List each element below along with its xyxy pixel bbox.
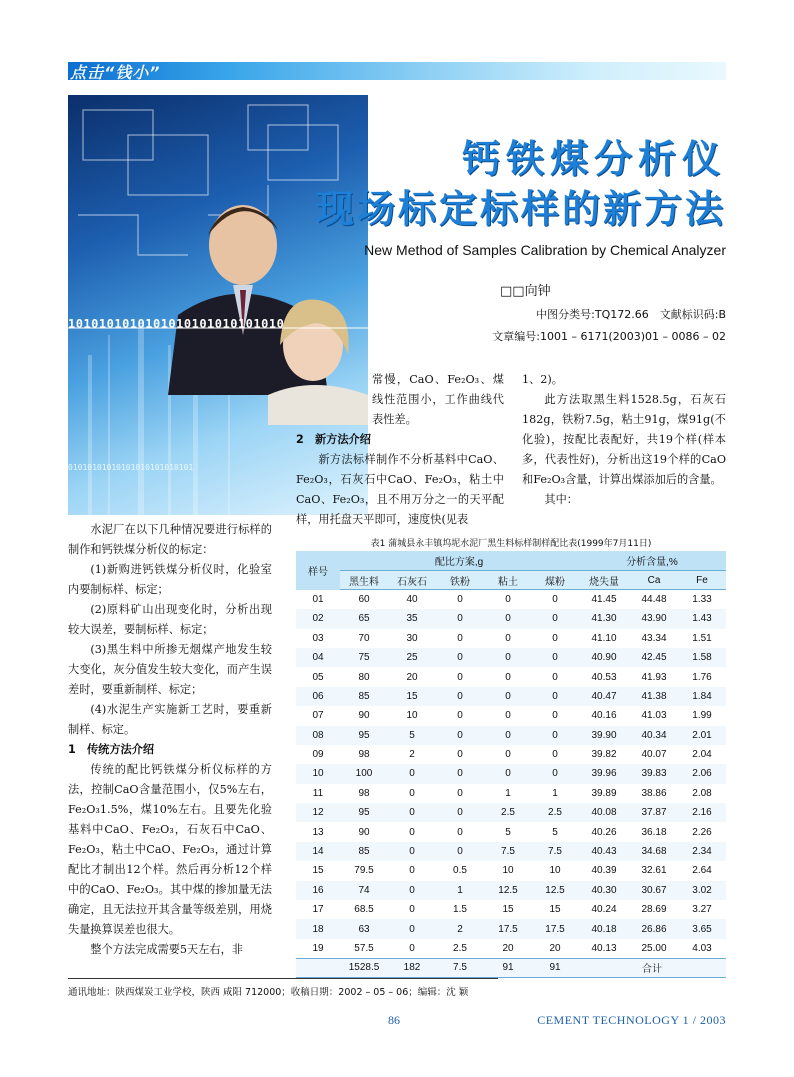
col-header: 黑生料 (340, 570, 388, 589)
table-cell: 10 (549, 865, 561, 877)
footnote: 通讯地址：陕西煤炭工业学校，陕西 咸阳 712000；收稿日期：2002 – 05 – 06；编辑：沈 颖 (68, 987, 469, 998)
col-header: 煤粉 (532, 570, 578, 589)
table-cell: 43.34 (641, 632, 667, 644)
table-cell: 0 (457, 749, 463, 761)
right-paragraph-1: 1、2)。 (522, 373, 563, 386)
table-cell: 85 (340, 687, 388, 706)
table-cell: 98 (358, 787, 370, 799)
table-cell: 0 (409, 826, 415, 838)
col-header: 铁粉 (436, 570, 484, 589)
title-line-2: 现场标定标样的新方法 (315, 187, 726, 231)
table-total-cell: 182 (388, 958, 436, 977)
table-row (296, 842, 726, 861)
table-cell: 0 (484, 764, 532, 783)
table-cell: 0 (552, 671, 558, 683)
table-cell: 10 (502, 865, 514, 877)
table-cell: 40.08 (578, 803, 630, 822)
table-row (296, 861, 726, 880)
table-cell: 17.5 (484, 919, 532, 938)
table-cell: 13 (312, 826, 324, 838)
table-cell: 0 (457, 826, 463, 838)
table-cell: 39.83 (630, 764, 678, 783)
table-cell: 40.18 (578, 919, 630, 938)
table-cell: 7.5 (532, 842, 578, 861)
table-cell: 15 (312, 865, 324, 877)
table-cell: 3.27 (692, 904, 712, 916)
table-cell: 0 (409, 787, 415, 799)
table-cell: 0 (532, 764, 578, 783)
right-column (522, 370, 726, 510)
table-cell: 38.86 (641, 787, 667, 799)
table-cell: 40 (406, 594, 418, 606)
table-cell: 0 (436, 687, 484, 706)
table-cell: 40.43 (578, 842, 630, 861)
table-cell: 95 (340, 726, 388, 745)
table-cell: 80 (358, 671, 370, 683)
table-cell: 2.08 (692, 787, 712, 799)
table-cell: 10 (406, 710, 418, 722)
table-cell: 0 (388, 764, 436, 783)
table-cell: 32.61 (641, 865, 667, 877)
table-cell: 01 (312, 593, 324, 605)
header-ratio-group: 配比方案,g (340, 551, 578, 570)
table-row (296, 803, 726, 822)
table-cell: 41.45 (591, 594, 617, 606)
table-cell: 39.96 (578, 764, 630, 783)
col-header: Fe (678, 570, 726, 589)
section-2-heading: 2 新方法介绍 (296, 433, 371, 446)
table-cell: 0 (409, 942, 415, 954)
table-cell: 74 (340, 881, 388, 900)
table-cell: 57.5 (354, 942, 374, 954)
table-cell: 85 (340, 842, 388, 861)
section-1-paragraph-2: 整个方法完成需要5天左右，非 (90, 943, 243, 956)
table-cell: 0 (457, 710, 463, 722)
table-cell: 41.30 (578, 609, 630, 628)
table-cell: 06 (296, 687, 340, 706)
table-total-cell: 91 (484, 958, 532, 977)
table-cell: 39.90 (578, 726, 630, 745)
table-cell: 2.16 (678, 803, 726, 822)
table-cell: 0 (388, 881, 436, 900)
table-cell: 5 (552, 826, 558, 838)
table-cell: 0 (409, 904, 415, 916)
table-cell: 1 (505, 787, 511, 799)
table-cell: 0 (484, 687, 532, 706)
table-cell: 15 (549, 904, 561, 916)
table-cell: 0 (505, 594, 511, 606)
table-total-cell: 7.5 (436, 958, 484, 977)
table-cell: 40.07 (641, 749, 667, 761)
table-cell: 0 (552, 710, 558, 722)
left-paragraph-2: (1)新购进钙铁煤分析仪时，化验室内要制标样、标定； (68, 563, 272, 596)
table-cell: 0 (532, 648, 578, 667)
left-paragraph-3: (2)原料矿山出现变化时，分析出现较大误差，要制标样、标定； (68, 603, 272, 636)
table-cell: 30 (406, 632, 418, 644)
table-row (296, 590, 726, 609)
table-cell: 0.5 (453, 865, 467, 877)
table-cell: 02 (296, 609, 340, 628)
table-cell: 0 (457, 787, 463, 799)
journal-name: CEMENT TECHNOLOGY 1 / 2003 (537, 1013, 726, 1027)
table-cell: 08 (296, 726, 340, 745)
right-paragraph-3: 其中： (544, 493, 578, 506)
table-cell: 37.87 (630, 803, 678, 822)
table-cell: 90 (358, 826, 370, 838)
table-row (296, 881, 726, 900)
table-cell: 2.64 (692, 865, 712, 877)
table-cell: 1.99 (692, 710, 712, 722)
table-cell: 2.5 (532, 803, 578, 822)
table-cell: 0 (436, 648, 484, 667)
table-total-cell: 91 (532, 958, 578, 977)
table-cell: 0 (552, 632, 558, 644)
right-paragraph-2: 此方法取黑生料1528.5g，石灰石182g，铁粉7.5g，粘土91g，煤91g(不化验)，按配比表配好，共19个样(样本多，代表性好)，分析出这19个样的CaO和Fe₂O₃含量，计算出煤添加后的含量。 (522, 393, 726, 486)
table-cell: 12.5 (484, 881, 532, 900)
table-cell (296, 958, 340, 977)
column-label: 点击“钱小” (70, 63, 161, 82)
table-cell: 04 (296, 648, 340, 667)
header-sample-no: 样号 (296, 551, 340, 590)
table-cell: 20 (502, 942, 514, 954)
left-paragraph-4: (3)黑生料中所掺无烟煤产地发生较大变化，灰分值发生较大变化，而产生误差时，要重新制样、标定； (68, 643, 272, 696)
table-cell: 3.02 (678, 881, 726, 900)
table-cell: 0 (552, 594, 558, 606)
table-row (296, 900, 726, 919)
table-cell: 2.26 (692, 826, 712, 838)
table-cell: 19 (312, 942, 324, 954)
table-total-row (296, 958, 726, 977)
table-cell: 60 (358, 594, 370, 606)
table-cell: 5 (388, 726, 436, 745)
table-cell: 1.33 (692, 594, 712, 606)
table-row (296, 784, 726, 803)
binary-code-2: 01010101010101010101010101 (68, 463, 194, 472)
table-cell: 1 (436, 881, 484, 900)
table-cell: 0 (552, 749, 558, 761)
table-cell: 68.5 (354, 904, 374, 916)
table-cell: 30.67 (630, 881, 678, 900)
table-cell: 1.58 (678, 648, 726, 667)
table-cell: 16 (296, 881, 340, 900)
table-row (296, 919, 726, 938)
table-row (296, 939, 726, 958)
table-cell: 40.53 (591, 671, 617, 683)
table-cell: 95 (340, 803, 388, 822)
table-row (296, 609, 726, 628)
table-cell: 0 (505, 749, 511, 761)
left-paragraph-5: (4)水泥生产实施新工艺时，要重新制样、标定。 (68, 703, 272, 736)
table-total-cell: 1528.5 (340, 958, 388, 977)
table-cell: 2.34 (678, 842, 726, 861)
table-cell: 0 (532, 726, 578, 745)
table-cell: 2 (436, 919, 484, 938)
table-cell: 40.13 (591, 942, 617, 954)
table-cell: 1 (552, 787, 558, 799)
table-cell: 79.5 (354, 865, 374, 877)
table-cell: 41.38 (630, 687, 678, 706)
section-2 (296, 430, 504, 530)
table-row (296, 706, 726, 725)
table-row (296, 822, 726, 841)
table-cell: 0 (484, 648, 532, 667)
table-cell: 70 (358, 632, 370, 644)
table-cell: 65 (340, 609, 388, 628)
table-cell: 0 (436, 609, 484, 628)
table-cell: 100 (340, 764, 388, 783)
table-cell: 40.30 (578, 881, 630, 900)
author: □□向钟 (500, 284, 551, 299)
col-header: 粘土 (484, 570, 532, 589)
mid-column-top-text: 常慢，CaO、Fe₂O₃、煤线性范围小，工作曲线代表性差。 (372, 373, 504, 426)
table-cell: 17.5 (532, 919, 578, 938)
table-cell: 36.18 (641, 826, 667, 838)
table-cell: 20 (406, 671, 418, 683)
table-cell: 0 (484, 609, 532, 628)
table-row (296, 745, 726, 764)
table-cell: 20 (549, 942, 561, 954)
header-analysis-group: 分析含量,% (578, 551, 726, 570)
table-cell: 09 (312, 749, 324, 761)
table-cell: 44.48 (641, 594, 667, 606)
table-cell: 43.90 (630, 609, 678, 628)
table-cell: 2.5 (453, 942, 467, 954)
table-cell: 40.34 (630, 726, 678, 745)
table-cell: 1.43 (678, 609, 726, 628)
page-number: 86 (388, 1013, 400, 1027)
table-cell: 11 (312, 787, 324, 799)
table-cell: 0 (409, 865, 415, 877)
table-cell: 90 (358, 710, 370, 722)
left-column (68, 520, 272, 960)
table-cell: 0 (505, 632, 511, 644)
table-cell: 0 (532, 687, 578, 706)
table-cell: 0 (484, 726, 532, 745)
table-cell: 1.76 (692, 671, 712, 683)
table-cell: 40.39 (591, 865, 617, 877)
table-row (296, 629, 726, 648)
table-cell: 25 (388, 648, 436, 667)
table-cell: 15 (502, 904, 514, 916)
table-cell: 0 (436, 842, 484, 861)
section-1-heading: 1 传统方法介绍 (68, 743, 155, 756)
table-cell: 18 (296, 919, 340, 938)
table-cell: 0 (457, 671, 463, 683)
table-cell: 07 (312, 710, 324, 722)
table-cell: 1.5 (453, 904, 467, 916)
table-cell: 0 (436, 726, 484, 745)
table-cell: 2.04 (692, 749, 712, 761)
table-cell: 98 (358, 749, 370, 761)
table-cell: 0 (388, 803, 436, 822)
table-cell: 7.5 (484, 842, 532, 861)
table-cell: 5 (505, 826, 511, 838)
table-cell: 03 (312, 632, 324, 644)
table-cell: 0 (436, 764, 484, 783)
table-cell: 40.26 (591, 826, 617, 838)
table-cell: 40.24 (591, 904, 617, 916)
table-row (296, 726, 726, 745)
table-cell: 1.84 (678, 687, 726, 706)
table-cell: 40.16 (591, 710, 617, 722)
table-row (296, 764, 726, 783)
table-cell: 28.69 (641, 904, 667, 916)
table-row (296, 667, 726, 686)
table-cell: 1.51 (692, 632, 712, 644)
data-table (296, 551, 726, 978)
table-cell: 39.89 (591, 787, 617, 799)
classification-code: 中图分类号:TQ172.66 文献标识码:B (536, 308, 726, 321)
table-cell: 25.00 (641, 942, 667, 954)
table-cell: 0 (457, 594, 463, 606)
table-cell: 35 (388, 609, 436, 628)
table-row (296, 648, 726, 667)
table-cell: 40.90 (578, 648, 630, 667)
binary-code-1: 1010101010101010101010101010 (68, 317, 285, 331)
table-cell: 12 (296, 803, 340, 822)
table-cell: 2.06 (678, 764, 726, 783)
table-cell: 40.47 (578, 687, 630, 706)
section-1-paragraph-1: 传统的配比钙铁煤分析仪标样的方法，控制CaO含量范围小，仅5%左右，Fe₂O₃1.5%，煤10%左右。且要先化验基料中CaO、Fe₂O₃，石灰石中CaO、Fe₂O₃，粘土中CaO、Fe₂O₃，通过计算配比才制出12个样。然后再分析12个样中的CaO、Fe₂O₃。其中煤的掺加量无法确定，且无法拉开其含量等级差别，用烧失量换算误差也很大。 (68, 763, 272, 936)
table-cell: 41.10 (591, 632, 617, 644)
table-cell: 34.68 (630, 842, 678, 861)
table-cell: 0 (505, 671, 511, 683)
table-cell: 10 (296, 764, 340, 783)
footnote-divider (68, 978, 498, 979)
col-header: Ca (630, 570, 678, 589)
table-cell: 0 (532, 609, 578, 628)
table-total-label: 合计 (578, 958, 726, 977)
table-cell: 26.86 (630, 919, 678, 938)
table-cell: 41.93 (641, 671, 667, 683)
title-line-1: 钙铁煤分析仪 (461, 137, 726, 181)
col-header: 石灰石 (388, 570, 436, 589)
table-cell: 0 (436, 803, 484, 822)
table-cell: 15 (388, 687, 436, 706)
table-cell: 2 (409, 749, 415, 761)
table-cell: 0 (388, 919, 436, 938)
table-cell: 17 (312, 904, 324, 916)
table-cell: 75 (340, 648, 388, 667)
table-cell: 2.01 (678, 726, 726, 745)
table-cell: 4.03 (692, 942, 712, 954)
table-cell: 39.82 (591, 749, 617, 761)
table-row (296, 687, 726, 706)
table-cell: 14 (296, 842, 340, 861)
table-cell: 41.03 (641, 710, 667, 722)
table-cell: 0 (457, 632, 463, 644)
article-number: 文章编号:1001 – 6171(2003)01 – 0086 – 02 (492, 330, 726, 343)
table-cell: 0 (505, 710, 511, 722)
header-banner (68, 62, 726, 80)
table-cell: 42.45 (630, 648, 678, 667)
table-cell: 05 (312, 671, 324, 683)
section-2-text: 新方法标样制作不分析基料中CaO、Fe₂O₃，石灰石中CaO、Fe₂O₃，粘土中CaO、Fe₂O₃，且不用万分之一的天平配样，用托盘天平即可，速度快(见表 (296, 453, 504, 526)
table-caption: 表1 蒲城县永丰镇坞坭水泥厂黑生料标样制样配比表(1999年7月11日) (370, 539, 652, 549)
table-cell: 2.5 (484, 803, 532, 822)
table-cell: 0 (388, 842, 436, 861)
table-cell: 12.5 (532, 881, 578, 900)
table-cell: 3.65 (678, 919, 726, 938)
english-subtitle: New Method of Samples Calibration by Chemical Analyzer (364, 242, 726, 258)
table-cell: 63 (340, 919, 388, 938)
left-paragraph-1: 水泥厂在以下几种情况要进行标样的制作和钙铁煤分析仪的标定： (68, 523, 272, 556)
col-header: 烧失量 (578, 570, 630, 589)
